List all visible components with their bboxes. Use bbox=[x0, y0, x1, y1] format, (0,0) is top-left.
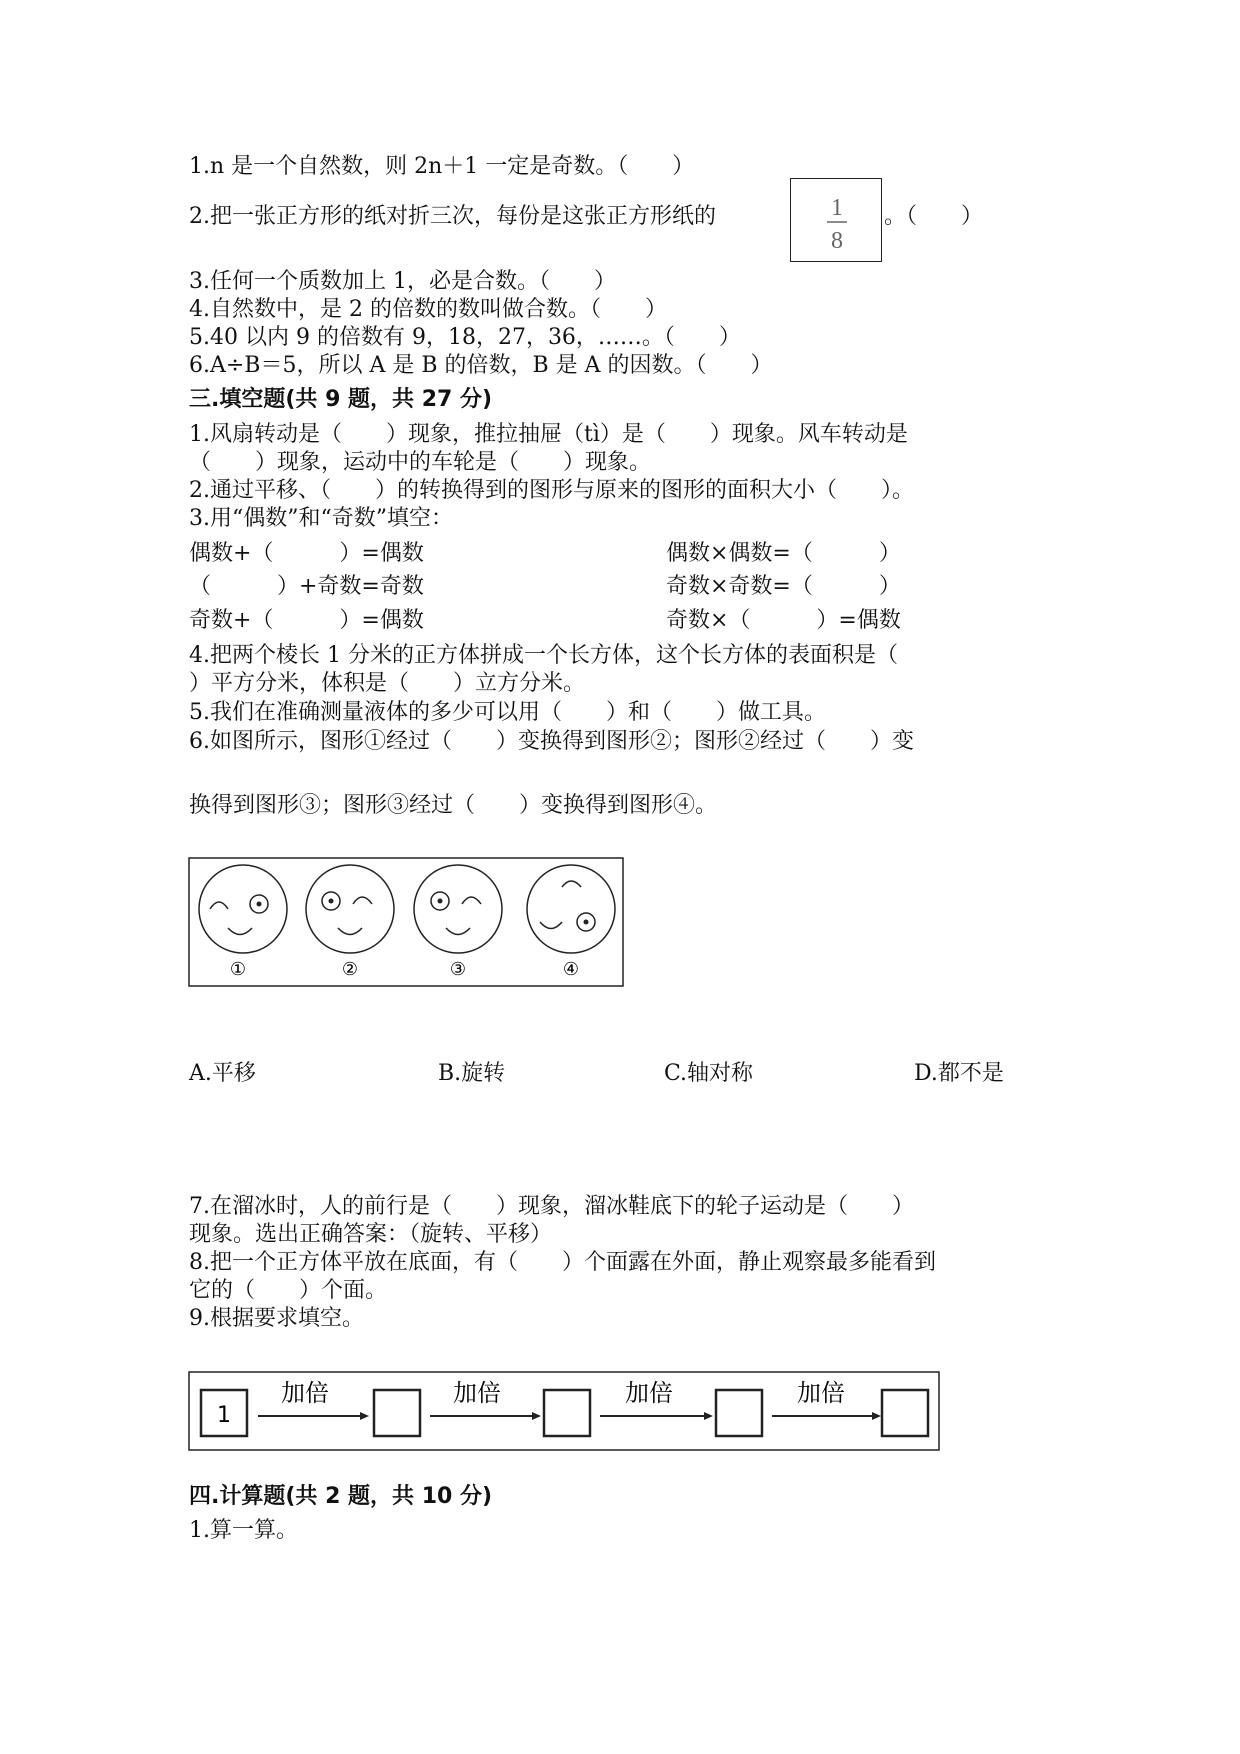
arrow-label-3: 加倍 bbox=[625, 1379, 673, 1407]
s3-q8-line2: 它的（ ）个面。 bbox=[189, 1278, 388, 1303]
grid-r3-c1: 奇数+（ ）=偶数 bbox=[189, 608, 424, 633]
judge-q5: 5.40 以内 9 的倍数有 9，18，27，36，……。（ ） bbox=[189, 325, 741, 350]
face-label-4: ④ bbox=[562, 959, 580, 980]
option-c: C.轴对称 bbox=[664, 1061, 754, 1086]
option-d: D.都不是 bbox=[914, 1061, 1004, 1086]
s3-q6-line1: 6.如图所示，图形①经过（ ）变换得到图形②；图形②经过（ ）变 bbox=[189, 729, 914, 754]
s3-q9: 9.根据要求填空。 bbox=[189, 1306, 364, 1331]
s3-q8-line1: 8.把一个正方体平放在底面，有（ ）个面露在外面，静止观察最多能看到 bbox=[189, 1250, 936, 1275]
fraction-numerator: 1 bbox=[831, 195, 843, 221]
judge-q1: 1.n 是一个自然数，则 2n＋1 一定是奇数。（ ） bbox=[189, 154, 695, 179]
arrow-label-4: 加倍 bbox=[797, 1379, 845, 1407]
doubling-chain bbox=[188, 1371, 940, 1451]
s3-q1-line1: 1.风扇转动是（ ）现象，推拉抽屉（tì）是（ ）现象。风车转动是 bbox=[189, 422, 908, 447]
s3-q3: 3.用“偶数”和“奇数”填空： bbox=[189, 506, 453, 531]
option-b: B.旋转 bbox=[438, 1061, 506, 1086]
s4-q1: 1.算一算。 bbox=[189, 1518, 298, 1543]
grid-r1-c1: 偶数+（ ）=偶数 bbox=[189, 541, 424, 566]
option-a: A.平移 bbox=[189, 1061, 256, 1086]
s3-q5: 5.我们在准确测量液体的多少可以用（ ）和（ ）做工具。 bbox=[189, 700, 826, 725]
chain-start-value: 1 bbox=[217, 1403, 231, 1428]
section3-title: 三.填空题(共 9 题，共 27 分) bbox=[189, 387, 493, 412]
judge-q2-tail: 。（ ） bbox=[884, 204, 984, 229]
grid-r1-c2: 偶数×偶数=（ ） bbox=[666, 541, 901, 566]
face-label-3: ③ bbox=[449, 959, 467, 980]
grid-r2-c1: （ ）+奇数=奇数 bbox=[189, 574, 424, 599]
face-label-2: ② bbox=[341, 959, 359, 980]
judge-q4: 4.自然数中，是 2 的倍数的数叫做合数。（ ） bbox=[189, 297, 667, 322]
fraction-box bbox=[790, 178, 882, 262]
judge-q6: 6.A÷B＝5，所以 A 是 B 的倍数，B 是 A 的因数。（ ） bbox=[189, 353, 773, 378]
s3-q7-line2: 现象。选出正确答案：（旋转、平移） bbox=[189, 1222, 553, 1247]
s3-q7-line1: 7.在溜冰时，人的前行是（ ）现象，溜冰鞋底下的轮子运动是（ ） bbox=[189, 1194, 914, 1219]
judge-q3: 3.任何一个质数加上 1，必是合数。（ ） bbox=[189, 269, 616, 294]
section4-title: 四.计算题(共 2 题，共 10 分) bbox=[189, 1484, 493, 1509]
s3-q2: 2.通过平移、（ ）的转换得到的图形与原来的图形的面积大小（ ）。 bbox=[189, 478, 914, 503]
grid-r3-c2: 奇数×（ ）=偶数 bbox=[666, 608, 901, 633]
arrow-label-2: 加倍 bbox=[453, 1379, 501, 1407]
s3-q6-line2: 换得到图形③；图形③经过（ ）变换得到图形④。 bbox=[189, 793, 718, 818]
face-label-1: ① bbox=[229, 959, 247, 980]
faces-figure bbox=[188, 857, 624, 987]
s3-q4-line2: ）平方分米，体积是（ ）立方分米。 bbox=[189, 671, 586, 696]
fraction-denominator: 8 bbox=[831, 228, 843, 254]
arrow-label-1: 加倍 bbox=[281, 1379, 329, 1407]
judge-q2: 2.把一张正方形的纸对折三次，每份是这张正方形纸的 bbox=[189, 204, 716, 229]
s3-q1-line2: （ ）现象，运动中的车轮是（ ）现象。 bbox=[189, 450, 652, 475]
s3-q4-line1: 4.把两个棱长 1 分米的正方体拼成一个长方体，这个长方体的表面积是（ bbox=[189, 643, 898, 668]
grid-r2-c2: 奇数×奇数=（ ） bbox=[666, 574, 901, 599]
